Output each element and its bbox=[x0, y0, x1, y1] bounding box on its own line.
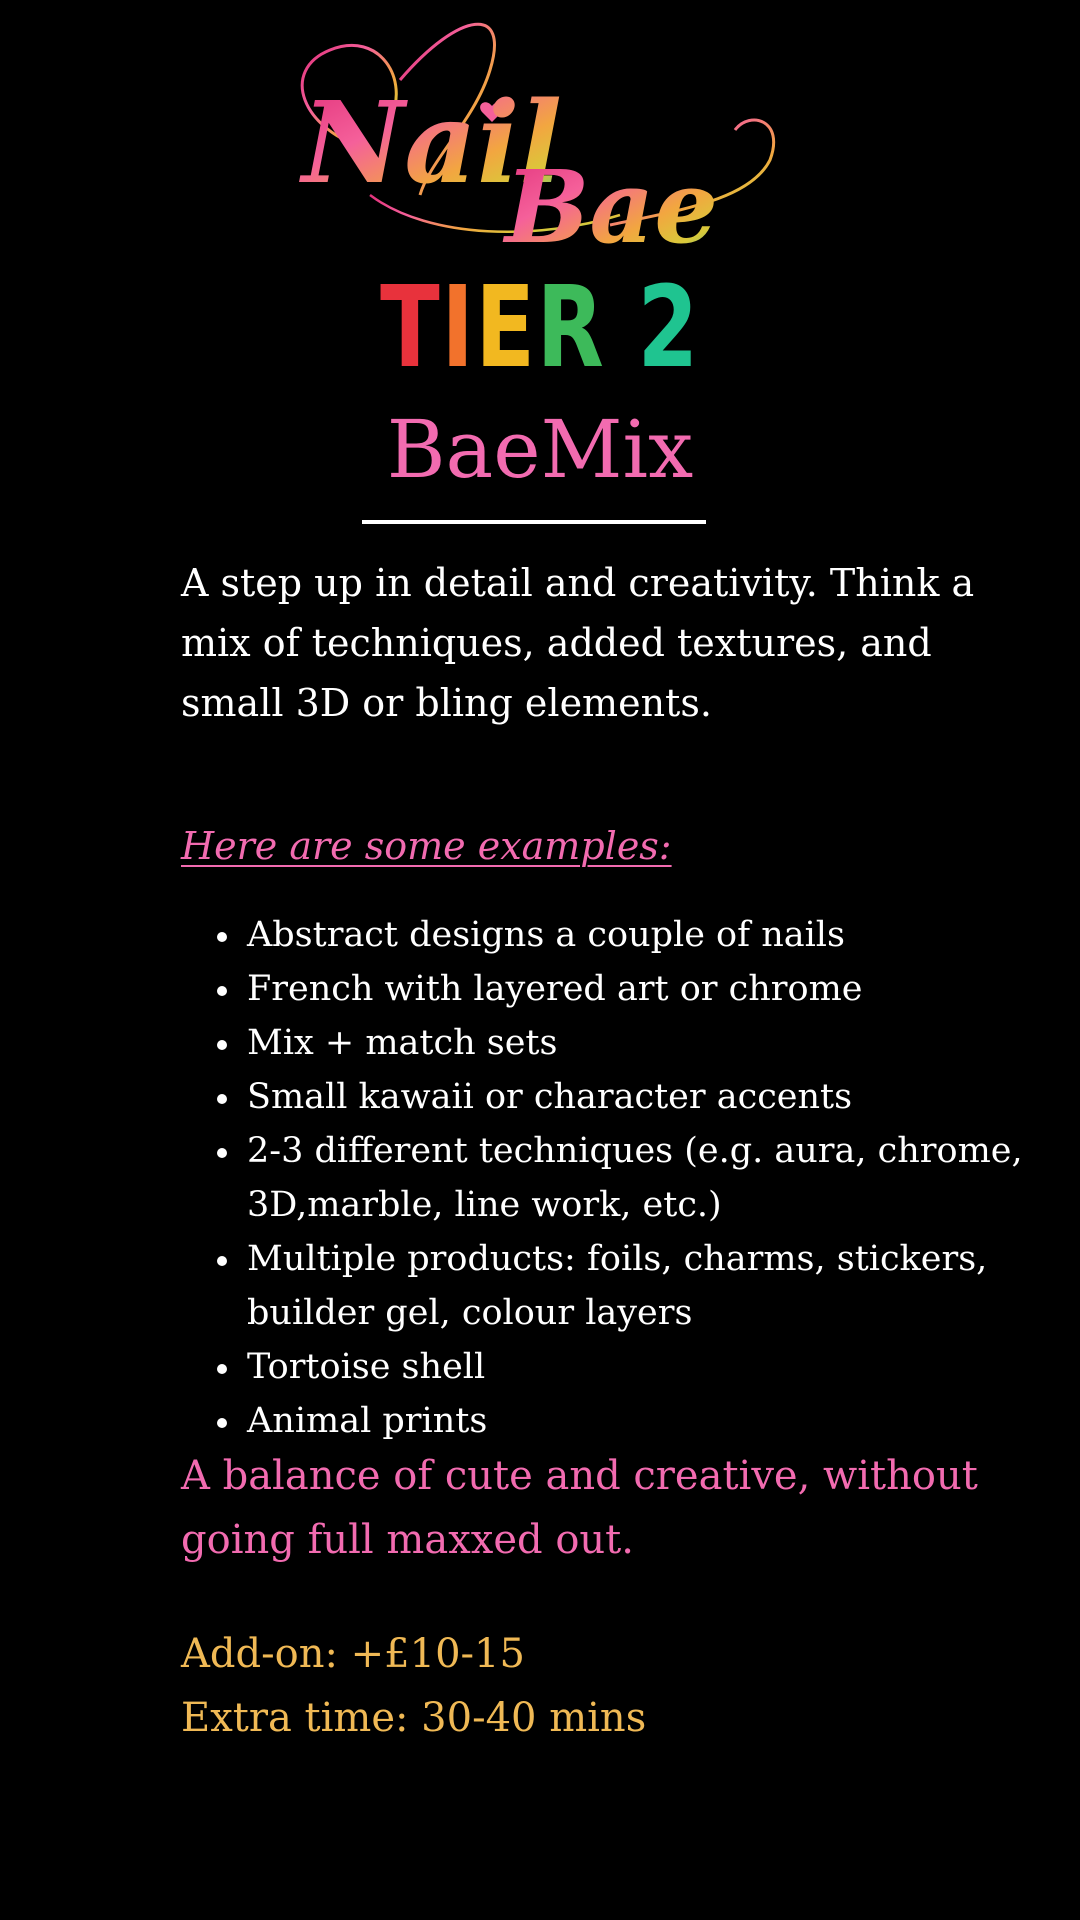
intro-paragraph: A step up in detail and creativity. Think a mix of techniques, added textures, and small 3D or bling elements. bbox=[181, 561, 975, 725]
tier-number: 2 bbox=[637, 263, 700, 393]
svg-text:Nail: Nail bbox=[302, 78, 563, 209]
svg-text:Bae: Bae bbox=[505, 148, 718, 250]
tier-subtitle: BaeMix bbox=[386, 403, 694, 496]
list-item: Tortoise shell bbox=[247, 1340, 1067, 1394]
extra-time: Extra time: 30-40 mins bbox=[181, 1695, 647, 1741]
tier-space bbox=[605, 268, 637, 388]
list-item: Small kawaii or character accents bbox=[247, 1070, 1067, 1124]
list-item: Multiple products: foils, charms, stickers, builder gel, colour layers bbox=[247, 1232, 1067, 1340]
title-divider bbox=[362, 520, 706, 524]
nail-bae-logo bbox=[280, 10, 800, 250]
list-item: Abstract designs a couple of nails bbox=[247, 908, 1067, 962]
tier-letter-i: I bbox=[441, 263, 476, 393]
examples-heading: Here are some examples: bbox=[181, 824, 672, 868]
list-item: French with layered art or chrome bbox=[247, 962, 1067, 1016]
addon-price: Add-on: +£10-15 bbox=[181, 1631, 525, 1677]
list-item: 2-3 different techniques (e.g. aura, chrome, 3D,marble, line work, etc.) bbox=[247, 1124, 1067, 1232]
tier-letter-t: T bbox=[380, 263, 442, 393]
tier-letter-e: E bbox=[475, 263, 537, 393]
tier-letter-r: R bbox=[536, 263, 606, 393]
tier-heading bbox=[119, 263, 961, 393]
examples-list bbox=[181, 908, 1067, 1448]
list-item: Mix + match sets bbox=[247, 1016, 1067, 1070]
list-item: Animal prints bbox=[247, 1394, 1067, 1448]
pricing-block bbox=[181, 1622, 1041, 1750]
tagline: A balance of cute and creative, without going full maxxed out. bbox=[181, 1453, 978, 1563]
